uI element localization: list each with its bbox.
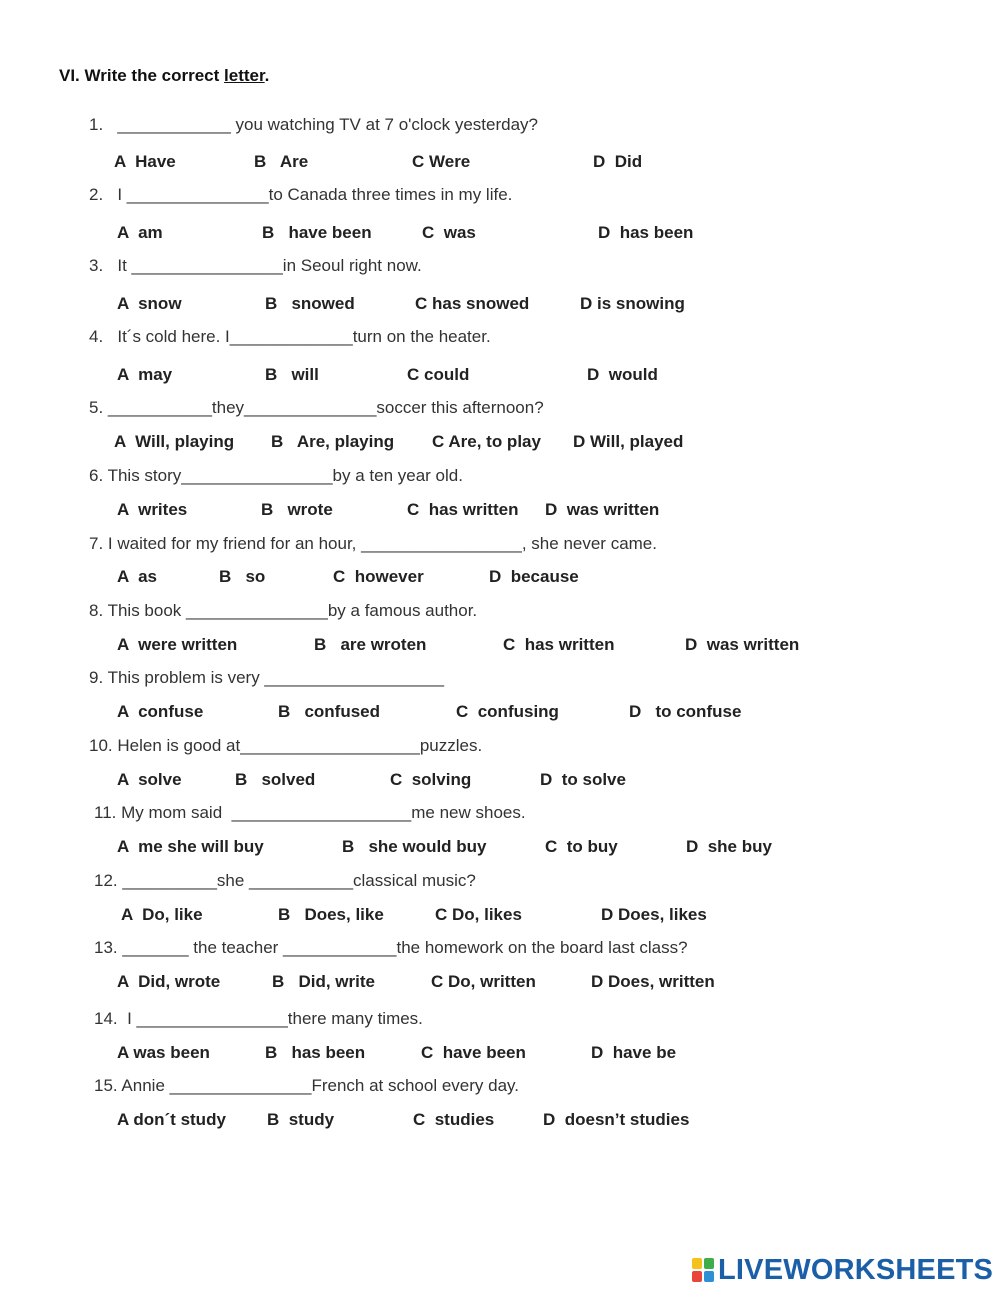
question-6-option-a[interactable]: A writes bbox=[117, 500, 188, 519]
question-3-text: 3. It ________________in Seoul right now. bbox=[89, 256, 422, 275]
question-3-option-d[interactable]: D is snowing bbox=[580, 294, 685, 313]
question-14-option-c[interactable]: C have been bbox=[421, 1043, 526, 1062]
question-13-option-c[interactable]: C Do, written bbox=[431, 972, 536, 991]
question-13-text: 13. _______ the teacher ____________the homework on the board last class? bbox=[94, 938, 688, 957]
liveworksheets-logo-text: LIVEWORKSHEETS bbox=[718, 1253, 994, 1286]
question-2-option-a[interactable]: A am bbox=[117, 223, 163, 242]
question-2-option-b[interactable]: B have been bbox=[262, 223, 372, 242]
question-14-option-d[interactable]: D have be bbox=[591, 1043, 677, 1062]
question-14-option-a[interactable]: A was been bbox=[117, 1043, 210, 1062]
question-14-text: 14. I ________________there many times. bbox=[94, 1009, 423, 1028]
question-13-option-d[interactable]: D Does, written bbox=[591, 972, 715, 991]
question-10-option-d[interactable]: D to solve bbox=[540, 770, 626, 789]
question-11-option-a[interactable]: A me she will buy bbox=[117, 837, 264, 856]
question-7-option-a[interactable]: A as bbox=[117, 567, 158, 586]
question-8-option-d[interactable]: D was written bbox=[685, 635, 800, 654]
question-10-text: 10. Helen is good at___________________puzzles. bbox=[89, 736, 483, 755]
question-9-option-d[interactable]: D to confuse bbox=[629, 702, 742, 721]
question-7-option-c[interactable]: C however bbox=[333, 567, 424, 586]
question-8-option-b[interactable]: B are wroten bbox=[314, 635, 427, 654]
question-7-text: 7. I waited for my friend for an hour, _________________, she never came. bbox=[89, 534, 657, 553]
question-1-option-d[interactable]: D Did bbox=[593, 152, 643, 171]
question-5-option-d[interactable]: D Will, played bbox=[573, 432, 684, 451]
question-11-option-d[interactable]: D she buy bbox=[686, 837, 772, 856]
question-10-option-b[interactable]: B solved bbox=[235, 770, 316, 789]
question-6-option-d[interactable]: D was written bbox=[545, 500, 660, 519]
question-9-option-b[interactable]: B confused bbox=[278, 702, 381, 721]
question-7-option-d[interactable]: D because bbox=[489, 567, 579, 586]
question-9-option-a[interactable]: A confuse bbox=[117, 702, 204, 721]
question-4-option-a[interactable]: A may bbox=[117, 365, 173, 384]
question-14-option-b[interactable]: B has been bbox=[265, 1043, 366, 1062]
question-4-text: 4. It´s cold here. I_____________turn on the heater. bbox=[89, 327, 491, 346]
question-1-option-a[interactable]: A Have bbox=[114, 152, 176, 171]
question-12-text: 12. __________she ___________classical music? bbox=[94, 871, 476, 890]
heading-suffix: . bbox=[264, 66, 270, 85]
question-2-option-c[interactable]: C was bbox=[422, 223, 476, 242]
question-15-option-b[interactable]: B study bbox=[267, 1110, 335, 1129]
question-12-option-d[interactable]: D Does, likes bbox=[601, 905, 707, 924]
question-6-text: 6. This story________________by a ten year old. bbox=[89, 466, 463, 485]
question-13-option-b[interactable]: B Did, write bbox=[272, 972, 375, 991]
heading-underlined-word: letter bbox=[224, 66, 265, 85]
question-15-text: 15. Annie _______________French at school every day. bbox=[94, 1076, 519, 1095]
question-9-text: 9. This problem is very ___________________ bbox=[89, 668, 445, 687]
question-15-option-c[interactable]: C studies bbox=[413, 1110, 495, 1129]
question-2-text: 2. I _______________to Canada three times in my life. bbox=[89, 185, 513, 204]
heading-text: VI. Write the correct bbox=[59, 66, 225, 85]
question-12-option-a[interactable]: A Do, like bbox=[121, 905, 203, 924]
question-6-option-b[interactable]: B wrote bbox=[261, 500, 333, 519]
question-3-option-c[interactable]: C has snowed bbox=[415, 294, 530, 313]
liveworksheets-logo bbox=[692, 1254, 993, 1286]
question-2-option-d[interactable]: D has been bbox=[598, 223, 694, 242]
question-1-option-c[interactable]: C Were bbox=[412, 152, 471, 171]
question-11-option-b[interactable]: B she would buy bbox=[342, 837, 487, 856]
question-3-option-b[interactable]: B snowed bbox=[265, 294, 355, 313]
question-10-option-a[interactable]: A solve bbox=[117, 770, 182, 789]
question-7-option-b[interactable]: B so bbox=[219, 567, 266, 586]
question-8-option-a[interactable]: A were written bbox=[117, 635, 238, 654]
question-15-option-d[interactable]: D doesn’t studies bbox=[543, 1110, 690, 1129]
question-11-text: 11. My mom said ___________________me new shoes. bbox=[94, 803, 526, 822]
question-5-option-b[interactable]: B Are, playing bbox=[271, 432, 395, 451]
worksheet-heading bbox=[59, 66, 269, 86]
question-8-option-c[interactable]: C has written bbox=[503, 635, 615, 654]
question-1-text: 1. ____________ you watching TV at 7 o'clock yesterday? bbox=[89, 115, 539, 134]
question-12-option-b[interactable]: B Does, like bbox=[278, 905, 384, 924]
question-10-option-c[interactable]: C solving bbox=[390, 770, 472, 789]
question-9-option-c[interactable]: C confusing bbox=[456, 702, 559, 721]
question-6-option-c[interactable]: C has written bbox=[407, 500, 519, 519]
question-1-option-b[interactable]: B Are bbox=[254, 152, 309, 171]
question-8-text: 8. This book _______________by a famous author. bbox=[89, 601, 478, 620]
question-11-option-c[interactable]: C to buy bbox=[545, 837, 618, 856]
question-15-option-a[interactable]: A don´t study bbox=[117, 1110, 226, 1129]
question-4-option-c[interactable]: C could bbox=[407, 365, 470, 384]
question-3-option-a[interactable]: A snow bbox=[117, 294, 182, 313]
liveworksheets-logo-icon bbox=[692, 1258, 714, 1282]
question-4-option-d[interactable]: D would bbox=[587, 365, 658, 384]
question-5-text: 5. ___________they______________soccer this afternoon? bbox=[89, 398, 544, 417]
question-5-option-c[interactable]: C Are, to play bbox=[432, 432, 541, 451]
question-4-option-b[interactable]: B will bbox=[265, 365, 319, 384]
question-13-option-a[interactable]: A Did, wrote bbox=[117, 972, 221, 991]
question-12-option-c[interactable]: C Do, likes bbox=[435, 905, 522, 924]
question-5-option-a[interactable]: A Will, playing bbox=[114, 432, 235, 451]
